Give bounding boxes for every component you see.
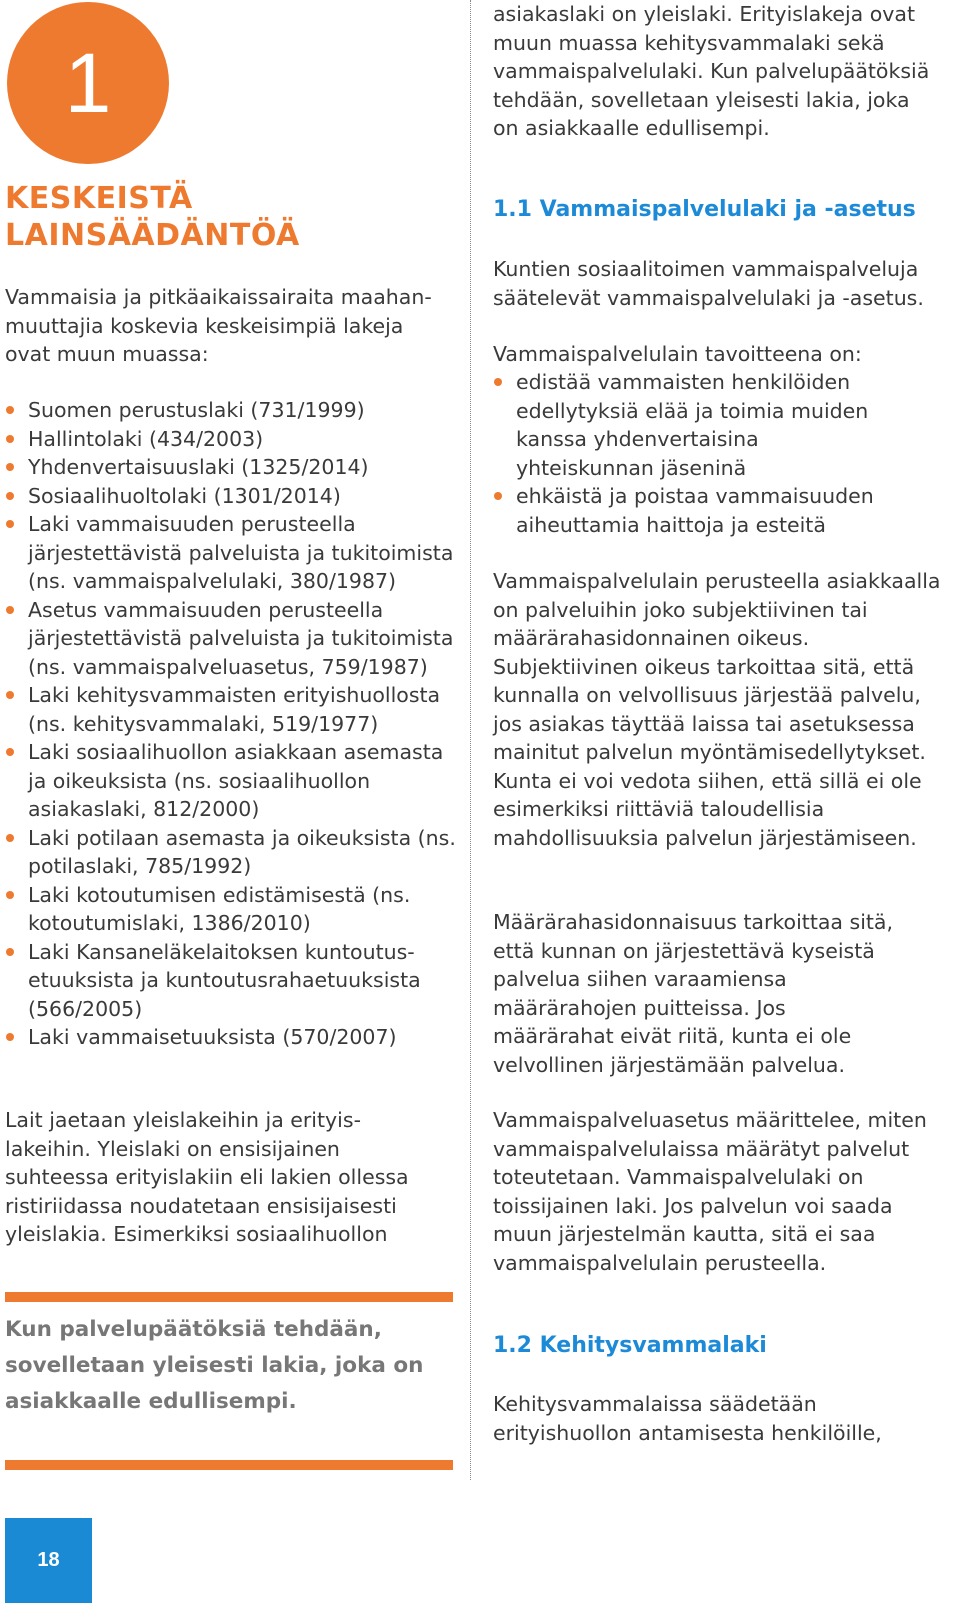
section-1-2-paragraph-1: Kehitysvammalaissa säädetään erityishuollon antamisesta henkilöille, xyxy=(493,1392,882,1445)
page-number: 18 xyxy=(37,1549,60,1571)
pullquote-top-rule xyxy=(5,1292,453,1302)
intro-paragraph: Vammaisia ja pitkäaikaissairaita maahanmuuttajia koskevia keskeisimpiä lakeja ovat muun muassa: xyxy=(5,285,432,366)
chapter-title-line-1: KESKEISTÄ xyxy=(5,181,193,216)
section-1-1-paragraph-3: Määrärahasidonnaisuus tarkoittaa sitä, että kunnan on järjestettävä kyseistä palvelua siihen varaamiensa määrärahojen puitteissa. Jos määrärahat eivät riitä, kunta ei ole velvollinen järjestämään palvelua. xyxy=(493,910,894,1077)
page-number-box xyxy=(5,1518,92,1603)
goal-item: ehkäistä ja poistaa vammaisuuden aiheuttamia haittoja ja esteitä xyxy=(493,482,903,539)
chapter-title-line-2: LAINSÄÄDÄNTÖÄ xyxy=(5,218,300,253)
general-law-paragraph: Lait jaetaan yleislakeihin ja erityislakeihin. Yleislaki on ensisijainen suhteessa erityislakiin eli lakien ollessa ristiriidassa noudatetaan ensisijaisesti yleislakia. Esimerkiksi sosiaalihuollon xyxy=(5,1108,409,1246)
law-list-item: Laki vammaisetuuksista (570/2007) xyxy=(5,1023,460,1052)
chapter-number: 1 xyxy=(64,35,112,130)
goal-item: edistää vammaisten henkilöiden edellytyksiä elää ja toimia muiden kanssa yhdenvertaisina yhteiskunnan jäseninä xyxy=(493,368,903,482)
goals-list xyxy=(493,368,903,539)
pullquote-bottom-rule xyxy=(5,1460,453,1470)
pullquote: Kun palvelupäätöksiä tehdään, sovelletaan yleisesti lakia, joka on asiakkaalle edullisempi. xyxy=(5,1317,424,1414)
goals-intro: Vammaispalvelulain tavoitteena on: xyxy=(493,342,862,366)
law-list xyxy=(5,396,460,1052)
law-list-item: Laki potilaan asemasta ja oikeuksista (ns. potilaslaki, 785/1992) xyxy=(5,824,460,881)
continuation-paragraph: asiakaslaki on yleislaki. Erityislakeja ovat muun muassa kehitysvammalaki sekä vammaispalvelulaki. Kun palvelupäätöksiä tehdään, sovelletaan yleisesti lakia, joka on asiakkaalle edullisempi. xyxy=(493,2,930,140)
law-list-item: Laki Kansaneläkelaitoksen kuntoutusetuuksista ja kuntoutusrahaetuuksista (566/2005) xyxy=(5,938,460,1024)
law-list-item: Laki sosiaalihuollon asiakkaan asemasta ja oikeuksista (ns. sosiaalihuollon asiakaslaki, 812/2000) xyxy=(5,738,460,824)
law-list-item: Asetus vammaisuuden perusteella järjestettävistä palveluista ja tukitoimista (ns. vammaispalveluasetus, 759/1987) xyxy=(5,596,460,682)
law-list-item: Laki kehitysvammaisten erityishuollosta (ns. kehitysvammalaki, 519/1977) xyxy=(5,681,460,738)
law-list-item: Sosiaalihuoltolaki (1301/2014) xyxy=(5,482,460,511)
law-list-item: Laki vammaisuuden perusteella järjestettävistä palveluista ja tukitoimista (ns. vammaispalvelulaki, 380/1987) xyxy=(5,510,460,596)
column-divider xyxy=(470,0,471,1480)
law-list-item: Hallintolaki (434/2003) xyxy=(5,425,460,454)
chapter-title xyxy=(5,180,300,254)
law-list-item: Suomen perustuslaki (731/1999) xyxy=(5,396,460,425)
section-heading-1-2: 1.2 Kehitysvammalaki xyxy=(493,1333,767,1358)
section-1-1-paragraph-2: Vammaispalvelulain perusteella asiakkaalla on palveluihin joko subjektiivinen tai määrärahasidonnainen oikeus. Subjektiivinen oikeus tarkoittaa sitä, että kunnalla on velvollisuus järjestää palvelu, jos asiakas täyttää laissa tai asetuksessa mainitut palvelun myöntämisedellytykset. Kunta ei voi vedota siihen, että sillä ei ole esimerkiksi riittäviä taloudellisia mahdollisuuksia palvelun järjestämiseen. xyxy=(493,569,941,850)
law-list-item: Laki kotoutumisen edistämisestä (ns. kotoutumislaki, 1386/2010) xyxy=(5,881,460,938)
law-list-item: Yhdenvertaisuuslaki (1325/2014) xyxy=(5,453,460,482)
chapter-number-badge xyxy=(7,2,169,164)
section-1-1-paragraph-4: Vammaispalveluasetus määrittelee, miten vammaispalvelulaissa määrätyt palvelut toteutetaan. Vammaispalvelulaki on toissijainen laki. Jos palvelun voi saada muun järjestelmän kautta, sitä ei saa vammaispalvelulain perusteella. xyxy=(493,1108,927,1275)
section-heading-1-1: 1.1 Vammaispalvelulaki ja -asetus xyxy=(493,197,916,222)
section-1-1-paragraph-1: Kuntien sosiaalitoimen vammaispalveluja säätelevät vammaispalvelulaki ja -asetus. xyxy=(493,257,924,310)
